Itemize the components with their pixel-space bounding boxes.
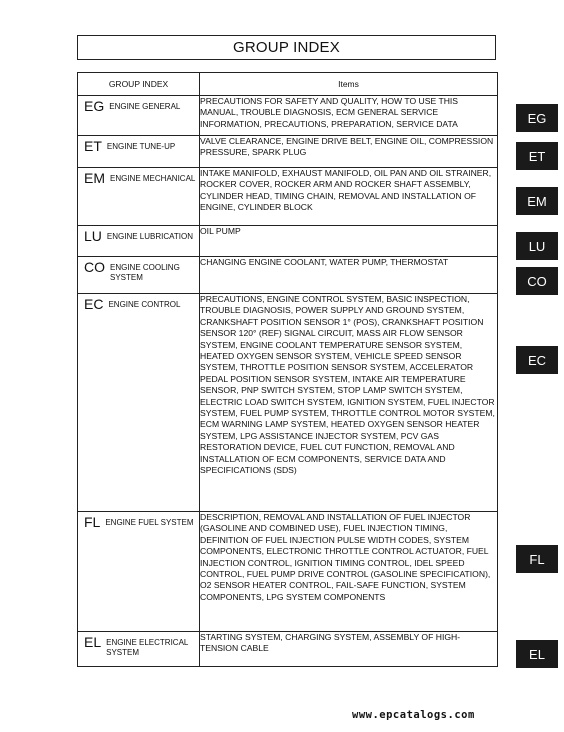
group-items: DESCRIPTION, REMOVAL AND INSTALLATION OF FUEL INJECTOR (GASOLINE AND COMBINED USE), FUEL INJECTION TIMING, DEFINITION OF FUEL INJECTION PULSE WIDTH CODES, SYSTEM COMPONENTS, ELECTRONIC THROTTLE CONTROL ACTUATOR, FUEL INJECTION CONTROL, IGNITION TIMING CONTROL, IDEL SPEED CONTROL, FUEL PUMP DRIVE CONTROL (GASOLINE SPECIFICATION), O2 SENSOR HEATER CONTROL, FAIL-SAFE FUNCTION, SYSTEM COMPONENTS, LPG SYSTEM COMPONENTS xyxy=(200,512,498,632)
group-name: ENGINE COOLING SYSTEM xyxy=(110,263,180,282)
table-row[interactable] xyxy=(78,512,498,632)
table-row[interactable] xyxy=(78,632,498,667)
section-tab-em[interactable]: EM xyxy=(516,187,558,215)
group-items: PRECAUTIONS FOR SAFETY AND QUALITY, HOW TO USE THIS MANUAL, TROUBLE DIAGNOSIS, ECM GENERAL SERVICE INFORMATION, PRECAUTIONS, PREPARATION, SERVICE DATA xyxy=(200,96,498,136)
section-tab-eg[interactable]: EG xyxy=(516,104,558,132)
table-header-row xyxy=(78,73,498,96)
page-title: GROUP INDEX xyxy=(77,35,496,60)
group-code: ET xyxy=(84,138,102,154)
group-items: OIL PUMP xyxy=(200,226,498,257)
group-code: EM xyxy=(84,170,105,186)
section-tab-et[interactable]: ET xyxy=(516,142,558,170)
section-tab-el[interactable]: EL xyxy=(516,640,558,668)
header-group-index: GROUP INDEX xyxy=(78,73,200,96)
footer-watermark: www.epcatalogs.com xyxy=(352,709,475,721)
table-row[interactable] xyxy=(78,136,498,168)
group-items: CHANGING ENGINE COOLANT, WATER PUMP, THERMOSTAT xyxy=(200,257,498,294)
table-row[interactable] xyxy=(78,294,498,512)
group-name: ENGINE MECHANICAL xyxy=(110,174,196,183)
table-row[interactable] xyxy=(78,257,498,294)
group-items: INTAKE MANIFOLD, EXHAUST MANIFOLD, OIL PAN AND OIL STRAINER, ROCKER COVER, ROCKER ARM AND ROCKER SHAFT ASSEMBLY, CYLINDER HEAD, TIMING CHAIN, REMOVAL AND INSTALLATION OF ENGINE, CYLINDER BLOCK xyxy=(200,168,498,226)
group-name: ENGINE GENERAL xyxy=(109,102,181,111)
group-items: VALVE CLEARANCE, ENGINE DRIVE BELT, ENGINE OIL, COMPRESSION PRESSURE, SPARK PLUG xyxy=(200,136,498,168)
table-row[interactable] xyxy=(78,226,498,257)
group-code: LU xyxy=(84,228,102,244)
group-name: ENGINE CONTROL xyxy=(108,300,181,309)
group-code: EG xyxy=(84,98,105,114)
group-name: ENGINE LUBRICATION xyxy=(106,232,193,241)
group-name: ENGINE FUEL SYSTEM xyxy=(105,518,194,527)
group-name: ENGINE TUNE-UP xyxy=(106,142,176,151)
group-index-table xyxy=(77,72,498,667)
group-code: EL xyxy=(84,634,102,650)
group-code: CO xyxy=(84,259,105,275)
group-name: ENGINE ELECTRICAL SYSTEM xyxy=(106,638,189,657)
header-items: Items xyxy=(200,73,498,96)
group-code: FL xyxy=(84,514,101,530)
group-items: STARTING SYSTEM, CHARGING SYSTEM, ASSEMBLY OF HIGH-TENSION CABLE xyxy=(200,632,498,667)
table-row[interactable] xyxy=(78,96,498,136)
table-row[interactable] xyxy=(78,168,498,226)
section-tab-co[interactable]: CO xyxy=(516,267,558,295)
group-code: EC xyxy=(84,296,104,312)
section-tab-lu[interactable]: LU xyxy=(516,232,558,260)
group-items: PRECAUTIONS, ENGINE CONTROL SYSTEM, BASIC INSPECTION, TROUBLE DIAGNOSIS, POWER SUPPLY AND GROUND SYSTEM, CRANKSHAFT POSITION SENSOR 1° (POS), CRANKSHAFT POSITION SENSOR 120° (REF) SIGNAL CIRCUIT, MASS AIR FLOW SENSOR SYSTEM, ENGINE COOLANT TEMPERATURE SENSOR SYSTEM, HEATED OXYGEN SENSOR SYSTEM, VEHICLE SPEED SENSOR SYSTEM, THROTTLE POSITION SENSOR SYSTEM, ACCELERATOR PEDAL POSITION SENSOR SYSTEM, INTAKE AIR TEMPERATURE SENSOR, PNP SWITCH SYSTEM, STOP LAMP SWITCH SYSTEM, ELECTRIC LOAD SWITCH SYSTEM, IGNITION SYSTEM, FUEL INJECTOR SYSTEM, FUEL PUMP SYSTEM, THROTTLE CONTROL MOTOR SYSTEM, ECM WARNING LAMP SYSTEM, HEATED OXYGEN SENSOR HEATER SYSTEM, LPG ASSISTANCE INJECTOR SYSTEM, PCV GAS RESTORATION DEVICE, FUEL CUT FUNCTION, REMOVAL AND INSTALLATION OF ECM COMPONENTS, SERVICE DATA AND SPECIFICATIONS (SDS) xyxy=(200,294,498,512)
section-tab-ec[interactable]: EC xyxy=(516,346,558,374)
section-tab-fl[interactable]: FL xyxy=(516,545,558,573)
